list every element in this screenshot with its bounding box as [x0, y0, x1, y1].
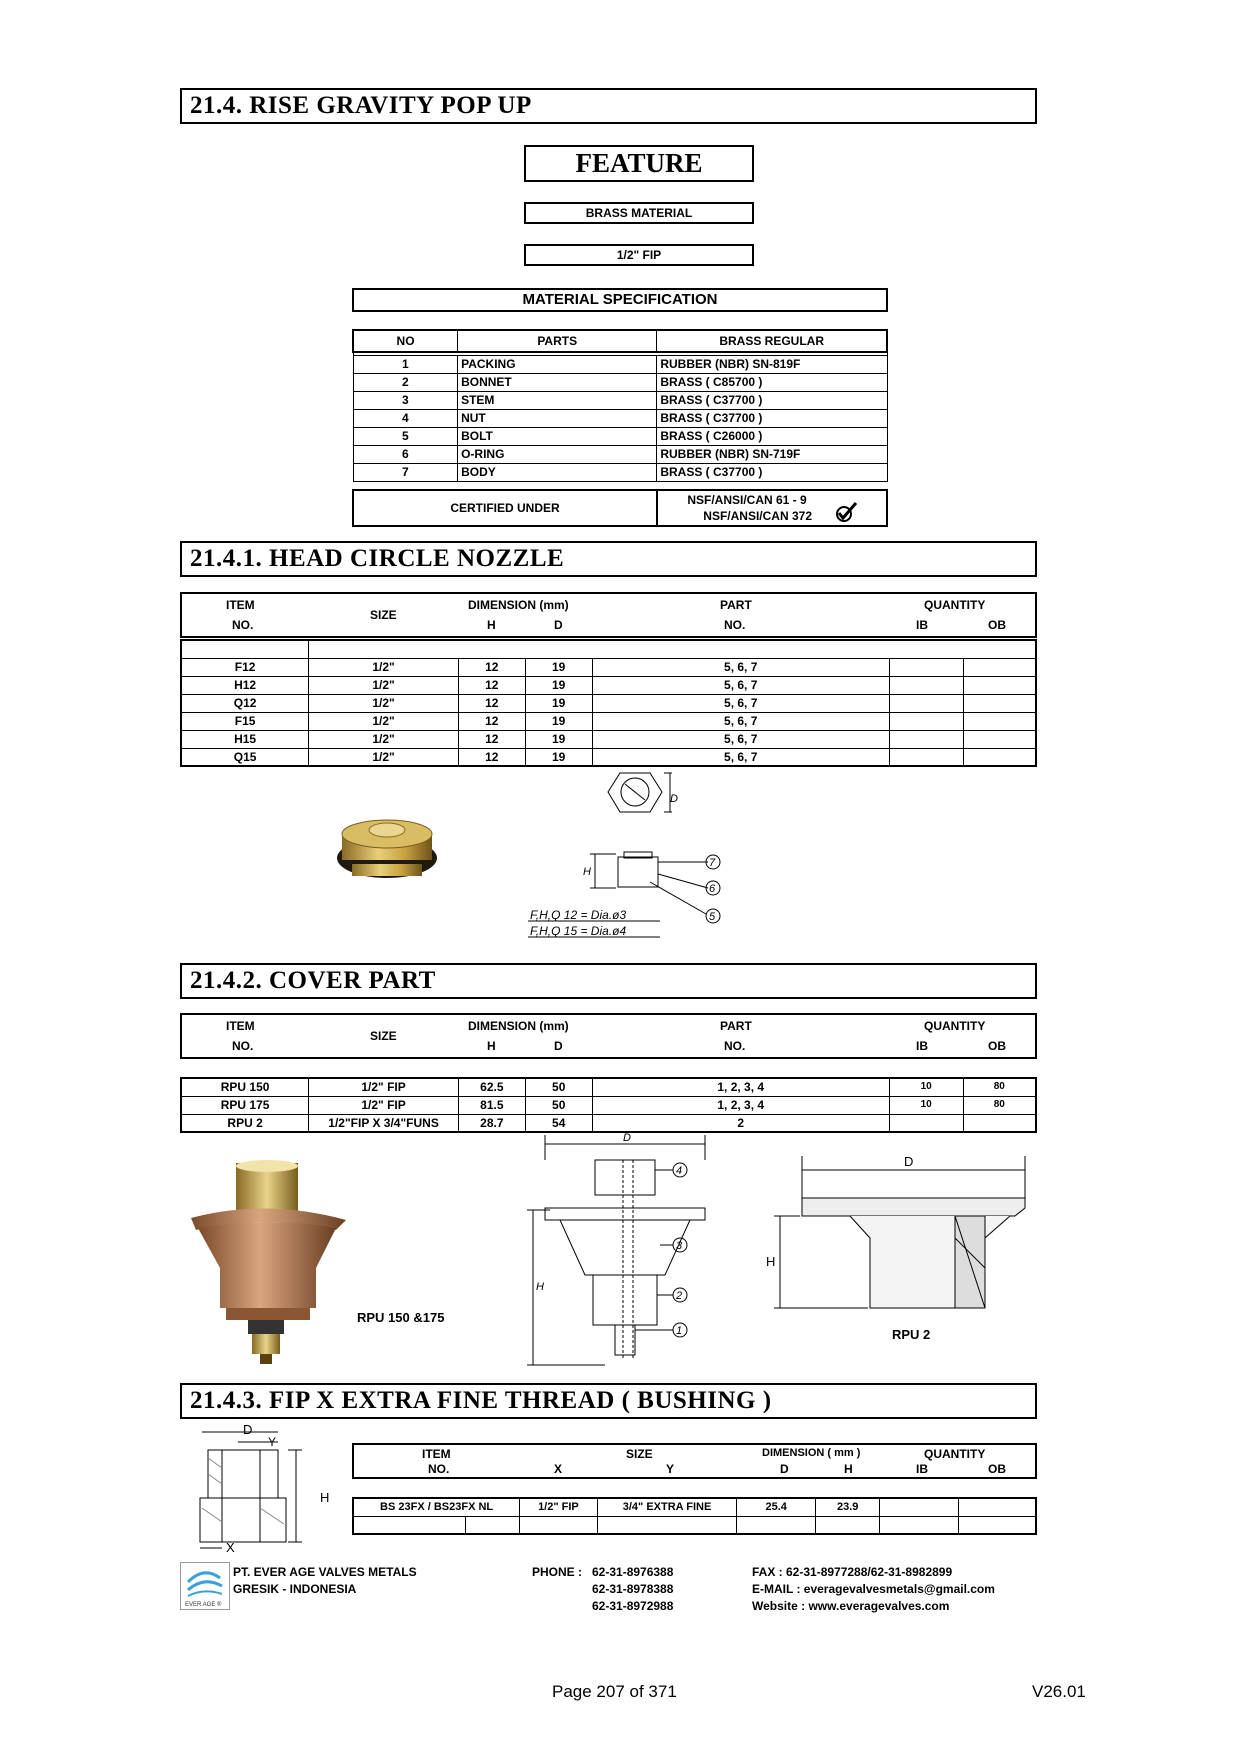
- bushing-table-header: [352, 1443, 1037, 1479]
- logo-text: EVER AGE ®: [185, 1602, 222, 1608]
- header-part: PART: [720, 598, 752, 612]
- header-ib: IB: [916, 1462, 928, 1476]
- header-item: ITEM: [226, 598, 255, 612]
- header-dimension: DIMENSION (mm): [468, 1019, 569, 1033]
- footer-website[interactable]: Website : www.everagevalves.com: [752, 1599, 950, 1613]
- certification-box: [352, 489, 888, 527]
- header-ib: IB: [916, 1039, 928, 1053]
- header-x: X: [554, 1462, 563, 1476]
- header-dimension: DIMENSION (mm): [468, 598, 569, 612]
- cover-table-header: [180, 1013, 1037, 1059]
- page-number: Page 207 of 371: [552, 1682, 677, 1701]
- svg-text:H: H: [320, 1490, 330, 1505]
- header-item: ITEM: [226, 1019, 255, 1033]
- cover-photo: [186, 1158, 351, 1368]
- header-size: SIZE: [370, 1029, 397, 1043]
- table-row: 5 BOLT BRASS ( C26000 ): [353, 427, 887, 445]
- header-item-no: NO.: [428, 1462, 450, 1476]
- svg-text:D: D: [670, 793, 678, 805]
- header-brass-regular: BRASS REGULAR: [657, 330, 887, 352]
- header-quantity: QUANTITY: [924, 598, 986, 612]
- nozzle-table: [180, 639, 1037, 767]
- svg-text:H: H: [583, 866, 591, 878]
- header-d: D: [554, 618, 563, 632]
- certified-label: CERTIFIED UNDER: [354, 491, 658, 525]
- footer-phone-1: 62-31-8976388: [592, 1565, 674, 1579]
- svg-text:D: D: [623, 1132, 631, 1144]
- material-spec-title: MATERIAL SPECIFICATION: [352, 288, 888, 312]
- table-row: RPU 2 1/2"FIP X 3/4"FUNS 28.7 54 2: [181, 1114, 1036, 1132]
- header-ob: OB: [988, 618, 1006, 632]
- table-row: RPU 150 1/2" FIP 62.5 50 1, 2, 3, 4 10 80: [181, 1078, 1036, 1096]
- footer-location: GRESIK - INDONESIA: [233, 1582, 357, 1596]
- svg-text:7: 7: [709, 857, 716, 869]
- section-title-cover-part: 21.4.2. COVER PART: [180, 963, 1037, 999]
- svg-text:H: H: [766, 1254, 776, 1269]
- caption-rpu-2: RPU 2: [892, 1327, 931, 1342]
- header-dimension: DIMENSION ( mm ): [762, 1447, 861, 1459]
- svg-text:D: D: [243, 1424, 253, 1437]
- table-row: H15 1/2" 12 19 5, 6, 7: [181, 730, 1036, 748]
- drawing-note-15: F,H,Q 15 = Dia.ø4: [530, 924, 627, 938]
- table-header-row: [353, 330, 887, 352]
- header-part: PART: [720, 1019, 752, 1033]
- feature-heading: FEATURE: [524, 145, 754, 182]
- header-part-no: NO.: [724, 618, 746, 632]
- table-row: F12 1/2" 12 19 5, 6, 7: [181, 658, 1036, 676]
- nsf-check-icon: [834, 501, 860, 523]
- header-size: SIZE: [626, 1447, 653, 1461]
- svg-text:Y: Y: [268, 1435, 277, 1449]
- svg-text:H: H: [536, 1281, 544, 1293]
- svg-text:4: 4: [676, 1165, 683, 1177]
- header-quantity: QUANTITY: [924, 1447, 986, 1461]
- caption-rpu-150-175: RPU 150 &175: [357, 1310, 445, 1325]
- header-d: D: [554, 1039, 563, 1053]
- table-row: 1 PACKING RUBBER (NBR) SN-819F: [353, 355, 887, 373]
- header-size: SIZE: [370, 608, 397, 622]
- header-ob: OB: [988, 1039, 1006, 1053]
- header-part-no: NO.: [724, 1039, 746, 1053]
- svg-text:3: 3: [676, 1240, 683, 1252]
- svg-text:1: 1: [676, 1325, 683, 1337]
- table-row: 6 O-RING RUBBER (NBR) SN-719F: [353, 445, 887, 463]
- bushing-table: [352, 1497, 1037, 1535]
- table-row: 4 NUT BRASS ( C37700 ): [353, 409, 887, 427]
- header-item-no: NO.: [232, 618, 254, 632]
- svg-text:5: 5: [709, 911, 716, 923]
- feature-item-brass: BRASS MATERIAL: [524, 202, 754, 224]
- table-row: Q15 1/2" 12 19 5, 6, 7: [181, 748, 1036, 766]
- header-d: D: [780, 1462, 789, 1476]
- table-row: H12 1/2" 12 19 5, 6, 7: [181, 676, 1036, 694]
- header-h: H: [487, 1039, 496, 1053]
- header-item: ITEM: [422, 1447, 451, 1461]
- header-ib: IB: [916, 618, 928, 632]
- table-row: 3 STEM BRASS ( C37700 ): [353, 391, 887, 409]
- svg-text:2: 2: [676, 1290, 683, 1302]
- header-no: NO: [353, 330, 458, 352]
- table-row: BS 23FX / BS23FX NL 1/2" FIP 3/4" EXTRA FINE 25.4 23.9: [353, 1498, 1036, 1516]
- rpu2-technical-drawing: [760, 1148, 1030, 1328]
- header-item-no: NO.: [232, 1039, 254, 1053]
- section-title-bushing: 21.4.3. FIP X EXTRA FINE THREAD ( BUSHING ): [180, 1383, 1037, 1419]
- table-row: F15 1/2" 12 19 5, 6, 7: [181, 712, 1036, 730]
- header-ob: OB: [988, 1462, 1006, 1476]
- header-h: H: [844, 1462, 853, 1476]
- nozzle-photo: [330, 808, 445, 888]
- footer-company: PT. EVER AGE VALVES METALS: [233, 1565, 417, 1579]
- cover-technical-drawing: [525, 1130, 725, 1370]
- feature-item-fip: 1/2" FIP: [524, 244, 754, 266]
- header-quantity: QUANTITY: [924, 1019, 986, 1033]
- nozzle-technical-drawing: [520, 770, 750, 950]
- header-parts: PARTS: [458, 330, 657, 352]
- footer-fax: FAX : 62-31-8977288/62-31-8982899: [752, 1565, 953, 1579]
- table-row: Q12 1/2" 12 19 5, 6, 7: [181, 694, 1036, 712]
- table-row: 7 BODY BRASS ( C37700 ): [353, 463, 887, 481]
- cert-61: NSF/ANSI/CAN 61 - 9: [687, 493, 807, 507]
- cert-372: NSF/ANSI/CAN 372: [703, 509, 812, 523]
- footer-phone-3: 62-31-8972988: [592, 1599, 674, 1613]
- ever-age-logo: [180, 1562, 230, 1610]
- section-title-rise-gravity: 21.4. RISE GRAVITY POP UP: [180, 88, 1037, 124]
- footer-phone-2: 62-31-8978388: [592, 1582, 674, 1596]
- material-spec-table: [352, 329, 888, 482]
- footer-email[interactable]: E-MAIL : everagevalvesmetals@gmail.com: [752, 1582, 995, 1596]
- header-y: Y: [666, 1462, 675, 1476]
- table-row: 2 BONNET BRASS ( C85700 ): [353, 373, 887, 391]
- drawing-note-12: F,H,Q 12 = Dia.ø3: [530, 908, 627, 922]
- cover-table: [180, 1077, 1037, 1133]
- header-h: H: [487, 618, 496, 632]
- svg-text:X: X: [226, 1540, 235, 1554]
- footer-phone-label: PHONE :: [532, 1565, 583, 1579]
- version-label: V26.01: [1032, 1682, 1086, 1701]
- section-title-head-circle-nozzle: 21.4.1. HEAD CIRCLE NOZZLE: [180, 541, 1037, 577]
- table-row: RPU 175 1/2" FIP 81.5 50 1, 2, 3, 4 10 80: [181, 1096, 1036, 1114]
- nozzle-table-header: [180, 592, 1037, 638]
- bushing-technical-drawing: [188, 1424, 338, 1554]
- svg-text:6: 6: [709, 883, 716, 895]
- svg-text:D: D: [904, 1154, 914, 1169]
